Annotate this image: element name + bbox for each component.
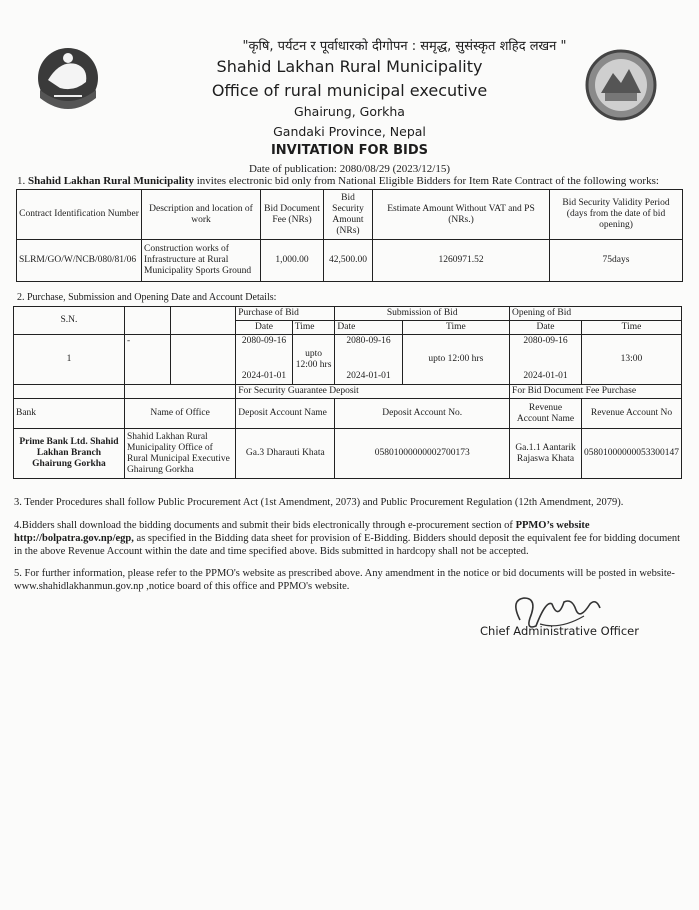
cell-purchase-time: upto 12:00 hrs bbox=[292, 335, 335, 385]
cell-description: Construction works of Infrastructure at Rural Municipality Sports Ground bbox=[142, 240, 261, 282]
deposit-name-header: Deposit Account Name bbox=[236, 399, 335, 429]
publication-date: Date of publication: 2080/08/29 (2023/12/15) bbox=[248, 163, 451, 175]
header-motto: "कृषि, पर्यटन र पूर्वाधारको दीगोपन : समृद्ध, सुसंस्कृत शहिद लखन " bbox=[242, 39, 567, 54]
deposit-no-header: Deposit Account No. bbox=[335, 399, 510, 429]
section1-number: 1. bbox=[17, 175, 26, 187]
cell-submission-date bbox=[335, 335, 402, 385]
opening-date-header: Date bbox=[510, 321, 582, 335]
col-validity: Bid Security Validity Period (days from the date of bid opening) bbox=[550, 190, 683, 240]
opening-header: Opening of Bid bbox=[510, 307, 682, 321]
purchase-date-ad: 2024-01-01 bbox=[241, 371, 287, 381]
cell-contract-id: SLRM/GO/W/NCB/080/81/06 bbox=[17, 240, 142, 282]
cell-security: 42,500.00 bbox=[324, 240, 373, 282]
office-location: Ghairung, Gorkha bbox=[294, 104, 405, 119]
col-doc-fee: Bid Document Fee (NRs) bbox=[261, 190, 324, 240]
section2-title: 2. Purchase, Submission and Opening Date and Account Details: bbox=[17, 292, 277, 303]
purchase-date-bs: 2080-09-16 bbox=[241, 336, 287, 346]
cell-opening-time: 13:00 bbox=[582, 335, 682, 385]
submission-time-header: Time bbox=[402, 321, 509, 335]
contract-table bbox=[16, 189, 683, 282]
submission-date-header: Date bbox=[335, 321, 402, 335]
cell-opening-date bbox=[510, 335, 582, 385]
table-row bbox=[14, 429, 682, 479]
cell-purchase-date bbox=[236, 335, 293, 385]
municipality-name: Shahid Lakhan Rural Municipality bbox=[216, 57, 483, 76]
cell-submission-time: upto 12:00 hrs bbox=[402, 335, 509, 385]
paragraph-5: 5. For further information, please refer to the PPMO's website as prescribed above. Any amendment in the notice or bid documents will be posted in website- www.shahidlakhanmun.gov.np ,notice board of this office and PPMO's website. bbox=[14, 568, 675, 592]
office-header: Name of Office bbox=[124, 399, 235, 429]
page-title: INVITATION FOR BIDS bbox=[270, 143, 429, 158]
cell-estimate: 1260971.52 bbox=[373, 240, 550, 282]
province-line: Gandaki Province, Nepal bbox=[273, 124, 426, 139]
opening-date-bs: 2080-09-16 bbox=[523, 336, 568, 346]
paragraph-3: 3. Tender Procedures shall follow Public Procurement Act (1st Amendment, 2073) and Public Procurement Regulation (12th Amendment, 2079). bbox=[14, 497, 624, 508]
purchase-header: Purchase of Bid bbox=[236, 307, 335, 321]
opening-time-header: Time bbox=[582, 321, 682, 335]
paragraph-4-rest: as specified in the Bidding data sheet for provision of E-Bidding. Bidders should deposit the equivalent fee for bidding document in the above Revenue Account within the date and time specified above. Bids submitted in hardcopy shall not be accepted. bbox=[14, 533, 681, 557]
cell-deposit-name: Ga.3 Dharauti Khata bbox=[236, 429, 335, 479]
cell-revenue-name: Ga.1.1 Aantarik Rajaswa Khata bbox=[510, 429, 582, 479]
paragraph-4-lead: 4.Bidders shall download the bidding documents and submit their bids electronically through e-procurement section of bbox=[14, 520, 513, 531]
schedule-table bbox=[13, 306, 682, 479]
section1-intro bbox=[17, 175, 659, 187]
col-estimate: Estimate Amount Without VAT and PS (NRs.) bbox=[373, 190, 550, 240]
purchase-time-header: Time bbox=[292, 321, 335, 335]
bank-header: Bank bbox=[14, 399, 125, 429]
cell-office: Shahid Lakhan Rural Municipality Office of Rural Municipal Executive Ghairung Gorkha bbox=[124, 429, 235, 479]
sn-header: S.N. bbox=[14, 307, 125, 335]
col-security: Bid Security Amount (NRs) bbox=[324, 190, 373, 240]
col-contract-id: Contract Identification Number bbox=[17, 190, 142, 240]
ppmo-website-label: PPMO’s website bbox=[515, 520, 590, 531]
cell-doc-fee: 1,000.00 bbox=[261, 240, 324, 282]
cell-validity: 75days bbox=[550, 240, 683, 282]
security-deposit-header: For Security Guarantee Deposit bbox=[236, 385, 510, 399]
paragraph-4 bbox=[14, 519, 684, 558]
signatory-title: Chief Administrative Officer bbox=[480, 624, 639, 638]
table-row bbox=[17, 240, 683, 282]
revenue-no-header: Revenue Account No bbox=[582, 399, 682, 429]
section1-org-bold: Shahid Lakhan Rural Municipality bbox=[28, 175, 194, 187]
office-name: Office of rural municipal executive bbox=[211, 81, 488, 100]
cell-deposit-no: 05801000000002700173 bbox=[335, 429, 510, 479]
table-row bbox=[14, 335, 682, 385]
submission-header: Submission of Bid bbox=[335, 307, 510, 321]
bolpatra-link[interactable]: http://bolpatra.gov.np/egp, bbox=[14, 533, 134, 544]
cell-dash: - bbox=[124, 335, 170, 385]
cell-revenue-no: 05801000000053300147 bbox=[582, 429, 682, 479]
cell-sn: 1 bbox=[14, 335, 125, 385]
purchase-date-header: Date bbox=[236, 321, 293, 335]
doc-fee-header: For Bid Document Fee Purchase bbox=[510, 385, 682, 399]
cell-bank: Prime Bank Ltd. Shahid Lakhan Branch Ghairung Gorkha bbox=[14, 429, 125, 479]
section1-text: invites electronic bid only from National Eligible Bidders for Item Rate Contract of the following works: bbox=[193, 175, 659, 187]
opening-date-ad: 2024-01-01 bbox=[523, 371, 568, 381]
revenue-name-header: Revenue Account Name bbox=[510, 399, 582, 429]
col-description: Description and location of work bbox=[142, 190, 261, 240]
submission-date-ad: 2024-01-01 bbox=[346, 371, 391, 381]
submission-date-bs: 2080-09-16 bbox=[346, 336, 391, 346]
